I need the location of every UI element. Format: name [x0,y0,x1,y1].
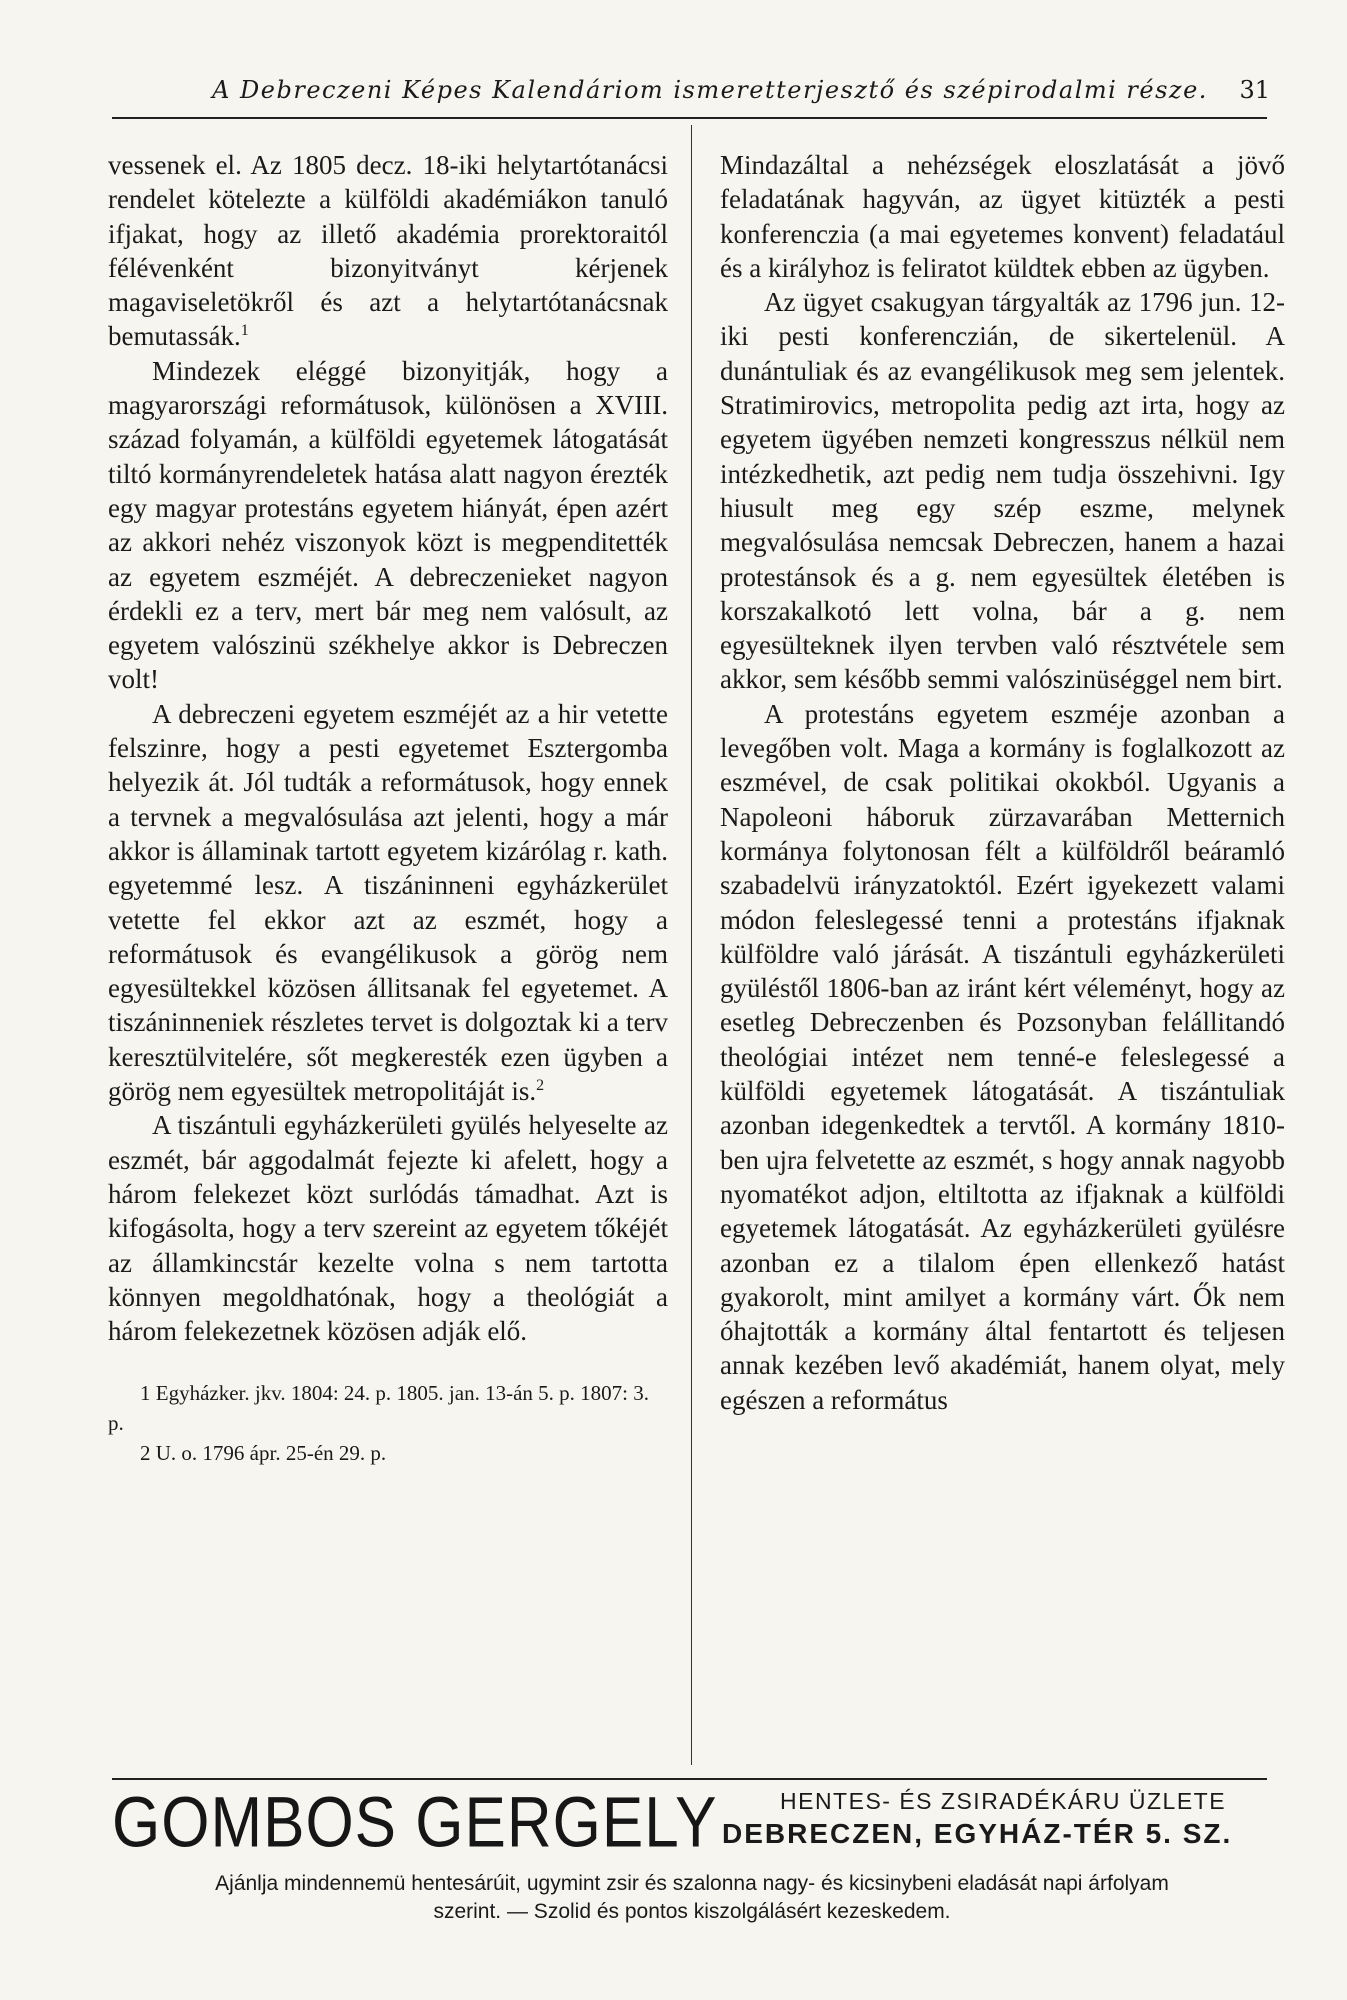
paragraph: Mindezek eléggé bizonyitják, hogy a magyarországi reformátusok, különösen a XVIII. század folyamán, a külföldi egyetemek látogatását tiltó kormányrendeletek hatása alatt nagyon érezték egy magyar protestáns egyetem hiányát, épen azért az akkori nehéz viszonyok közt is megpenditették az egyetem eszméjét. A debreczenieket nagyon érdekli ez a terv, mert bár meg nem valósult, az egyetem valószinü székhelye akkor is Debreczen volt! [108,355,668,695]
ad-text-line: Ajánlja mindennemü hentesárúit, ugymint zsir és szalonna nagy- és kicsinybeni eladását napi árfolyam [215,1872,1169,1895]
footnote-mark: 1 [240,322,249,340]
advertisement-rule [112,1778,1267,1780]
column-divider [691,125,692,1765]
right-column [720,148,1285,1417]
advertiser-name: GOMBOS GERGELY [112,1783,718,1863]
advertisement [112,1782,1272,1982]
paragraph: Az ügyet csakugyan tárgyalták az 1796 jun. 12-iki pesti konferenczián, de sikertelenül. A dunántuliak és az evangélikusok meg sem jelentek. Stratimirovics, metropolita pedig azt irta, hogy az egyetem ügyében nemzeti kongresszus nélkül nem intézkedhetik, azt pedig nem tudja összehivni. Igy hiusult meg egy szép eszme, melynek megvalósulása nemcsak Debreczen, hanem a hazai protestánsok és a g. nem egyesültek életében is korszakalkotó lett volna, bár a g. nem egyesülteknek ilyen tervben való résztvétele sem akkor, sem később semmi valószinüséggel nem birt. [720,287,1285,695]
shop-address: DEBRECZEN, EGYHÁZ-TÉR 5. SZ. [722,1818,1233,1849]
header-rule [112,117,1267,119]
footnote: 2 U. o. 1796 ápr. 25-én 29. p. [140,1441,387,1466]
shop-type: HENTES- ÉS ZSIRADÉKÁRU ÜZLETE [780,1788,1227,1814]
left-column [108,148,668,1468]
running-title: A Debreczeni Képes Kalendáriom ismeretterjesztő és szépirodalmi része. [212,76,1208,104]
footnote: 1 Egyházker. jkv. 1804: 24. p. 1805. jan. 13-án 5. p. 1807: 3. p. [108,1381,649,1436]
footnote-mark: 2 [536,1077,545,1095]
page-number: 31 [1239,76,1270,104]
ad-text-line: szerint. — Szolid és pontos kiszolgálásért kezeskedem. [433,1900,951,1923]
paragraph: vessenek el. Az 1805 decz. 18-iki helytartótanácsi rendelet kötelezte a külföldi akadémiákon tanuló ifjakat, hogy az illető akadémia prorektoraitól félévenként bizonyitványt kérjenek magaviseletökről és azt a helytartótanácsnak bemutassák.$^1$ [108,150,668,352]
footnotes [108,1378,668,1468]
paragraph: A debreczeni egyetem eszméjét az a hir vetette felszinre, hogy a pesti egyetemet Esztergomba helyezik át. Jól tudták a reformátusok, hogy ennek a tervnek a megvalósulása azt jelenti, hogy a már akkor is államinak tartott egyetem kizárólag r. kath. egyetemmé lesz. A tiszáninneni egyházkerület vetette fel ekkor azt az eszmét, hogy a reformátusok és evangélikusok a görög nem egyesültekkel közösen állitsanak fel egyetemet. A tiszáninneniek részletes tervet is dolgoztak ki a terv keresztülvitelére, sőt megkeresték ezen ügyben a görög nem egyesültek metropolitáját is.$^2$ [108,698,668,1107]
paragraph: A protestáns egyetem eszméje azonban a levegőben volt. Maga a kormány is foglalkozott az eszmével, de csak politikai okokból. Ugyanis a Napoleoni háboruk zürzavarában Metternich kormánya folytonosan félt a külföldről beáramló szabadelvü irányzatoktól. Ezért igyekezett valami módon feleslegessé tenni a protestáns ifjaknak külföldre való járását. A tiszántuli egyházkerületi gyüléstől 1806-ban az iránt kért véleményt, hogy az esetleg Debreczenben és Pozsonyban felállitandó theológiai intézet nem tenné-e feleslegessé a külföldi egyetemek látogatását. A tiszántuliak azonban idegenkedtek a tervtől. A kormány 1810-ben ujra felvetette az eszmét, s hogy annak nagyobb nyomatékot adjon, eltiltotta az ifjaknak a külföldi egyetemek látogatását. Az egyházkerületi gyülésre azonban ez a tilalom épen ellenkező hatást gyakorolt, mint amilyet a kormány várt. Ők nem óhajtották a kormány által fentartott és teljesen annak kezében levő akadémiát, hanem olyat, mely egészen a református [720,698,1285,1415]
paragraph: A tiszántuli egyházkerületi gyülés helyeselte az eszmét, bár aggodalmát fejezte ki afelett, hogy a három felekezet közt surlódás támadhat. Azt is kifogásolta, hogy a terv szereint az egyetem tőkéjét az államkincstár kezelte volna s nem tartotta könnyen megoldhatónak, hogy a theológiát a három felekezetnek közösen adják elő. [108,1110,668,1347]
paragraph: Mindazáltal a nehézségek eloszlatását a jövő feladatának hagyván, az ügyet kitüzték a pesti konferenczia (a mai egyetemes konvent) feladatául és a királyhoz is feliratot küldtek ebben az ügyben. [720,150,1285,283]
running-head [110,72,1270,112]
